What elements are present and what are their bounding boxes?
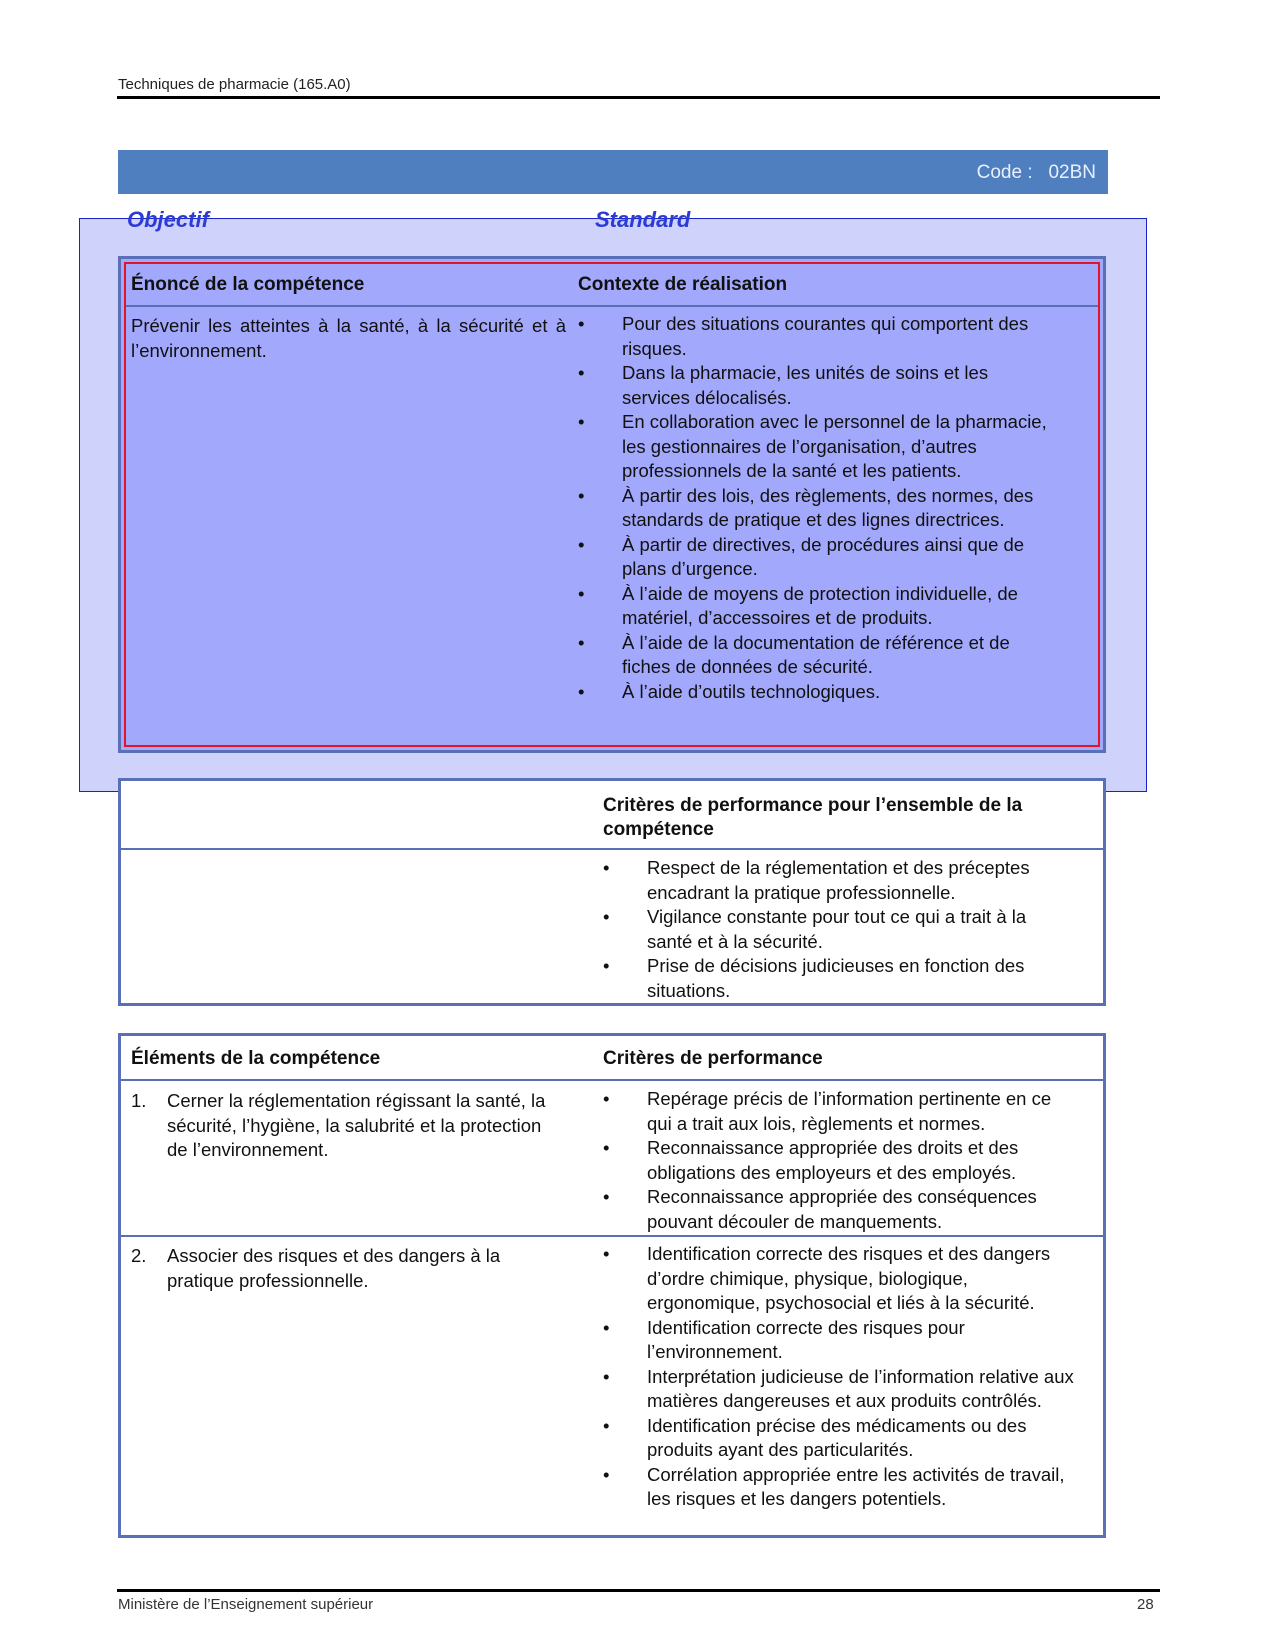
bullet: • [603,1414,610,1436]
list-item: 1. Cerner la réglementation régissant la santé, la sécurité, l’hygiène, la salubrité et la protection de l’environnement. [131,1090,546,1160]
list-item: • Identification précise des médicaments ou des produits ayant des particularités. [603,1414,1027,1460]
list-item: • À partir des lois, des règlements, des normes, des standards de pratique et des lignes directrices. [578,484,1034,530]
list-item: • Reconnaissance appropriée des droits et des obligations des employeurs et des employés. [603,1137,1019,1183]
list-item: • Reconnaissance appropriée des conséquences pouvant découler de manquements. [603,1186,1037,1232]
bullet: • [578,680,585,702]
element-list-1 [131,1089,551,1163]
bullet: • [603,1463,610,1485]
table-divider [126,305,1098,307]
element-number: 2. [131,1245,147,1266]
bullet: • [603,857,610,878]
contexte-list [578,312,1048,704]
bullet: • [603,1088,610,1109]
objectif-heading: Objectif [127,207,209,232]
enonce-heading: Énoncé de la compétence [131,274,365,295]
criteres-ensemble-heading: Critères de performance pour l’ensemble de la compétence [603,795,1023,840]
list-item: • Vigilance constante pour tout ce qui a trait à la santé et à la sécurité. [603,906,1027,952]
table-divider [121,1235,1103,1237]
list-item: • À l’aide de moyens de protection individuelle, de matériel, d’accessoires et de produits. [578,582,1018,628]
bullet: • [578,631,585,653]
footer-ministry: Ministère de l’Enseignement supérieur [118,1596,374,1613]
page-number: 28 [1137,1596,1154,1613]
element-list-2 [131,1244,551,1293]
standard-heading: Standard [595,207,691,232]
table-divider [121,848,1103,850]
code-label: Code : [976,162,1033,183]
bullet: • [578,484,585,506]
bullet: • [603,1316,610,1338]
list-item: • Respect de la réglementation et des préceptes encadrant la pratique professionnelle. [603,857,1030,903]
element-1-criteria [603,1087,1078,1234]
criteres-ensemble-table [118,778,1106,1006]
list-item: • Pour des situations courantes qui comportent des risques. [578,313,1029,359]
bullet: • [603,1137,610,1158]
list-item: • En collaboration avec le personnel de la pharmacie, les gestionnaires de l’organisation, d’autres professionnels de la santé et les patients. [578,411,1047,481]
criteres-heading: Critères de performance [603,1048,823,1069]
bullet: • [603,1243,610,1264]
list-item: • Identification correcte des risques et des dangers d’ordre chimique, physique, biologique, ergonomique, psychosocial et liés à la sécurité. [603,1243,1051,1313]
list-item: 2. Associer des risques et des dangers à la pratique professionnelle. [131,1245,501,1291]
elements-heading: Éléments de la compétence [131,1048,381,1069]
list-item: • Interprétation judicieuse de l’information relative aux matières dangereuses et aux produits contrôlés. [603,1365,1074,1411]
code-value: 02BN [1048,162,1096,183]
bullet: • [603,955,610,976]
list-item: • Prise de décisions judicieuses en fonction des situations. [603,955,1025,1001]
bullet: • [578,362,585,383]
list-item: • À l’aide d’outils technologiques. [578,680,1048,705]
competence-table-highlight [124,262,1100,747]
contexte-heading: Contexte de réalisation [578,274,788,295]
list-item: • À l’aide de la documentation de référence et de fiches de données de sécurité. [578,631,1010,677]
criteres-ensemble-list [603,856,1073,1003]
bullet: • [603,1365,610,1387]
code-bar [118,150,1108,194]
enonce-text: Prévenir les atteintes à la santé, à la sécurité et à l’environnement. [131,315,566,361]
footer-rule [117,1589,1160,1592]
bullet: • [603,906,610,927]
list-item: • Identification correcte des risques pour l’environnement. [603,1316,965,1362]
bullet: • [603,1186,610,1207]
document-header-title: Techniques de pharmacie (165.A0) [118,76,351,93]
element-number: 1. [131,1090,147,1111]
bullet: • [578,313,585,334]
competence-code [977,162,1096,184]
bullet: • [578,533,585,555]
header-rule [117,96,1160,99]
bullet: • [578,411,585,432]
elements-table [118,1033,1106,1538]
competence-table [118,256,1106,753]
element-2-criteria [603,1242,1078,1512]
list-item: • Repérage précis de l’information pertinente en ce qui a trait aux lois, règlements et normes. [603,1088,1052,1134]
list-item: • À partir de directives, de procédures ainsi que de plans d’urgence. [578,533,1025,579]
list-item: • Corrélation appropriée entre les activités de travail, les risques et les dangers potentiels. [603,1463,1065,1509]
table-divider [121,1079,1103,1081]
bullet: • [578,582,585,604]
list-item: • Dans la pharmacie, les unités de soins et les services délocalisés. [578,362,989,408]
